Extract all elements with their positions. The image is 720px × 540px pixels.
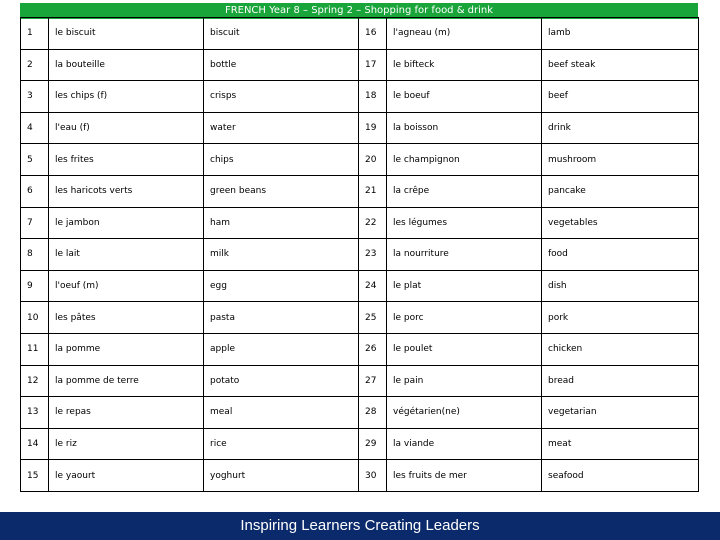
english-word-cell: vegetarian <box>542 397 699 429</box>
table-row <box>21 460 699 492</box>
french-word-cell: le yaourt <box>49 460 204 492</box>
english-word-cell: beef <box>542 81 699 113</box>
french-word-cell: le lait <box>49 239 204 271</box>
english-word-cell: chicken <box>542 333 699 365</box>
worksheet-title: FRENCH Year 8 – Spring 2 – Shopping for food & drink <box>224 5 494 16</box>
french-word-cell: les chips (f) <box>49 81 204 113</box>
item-number-cell: 5 <box>21 144 49 176</box>
table-row <box>21 144 699 176</box>
table-row <box>21 207 699 239</box>
french-word-cell: les haricots verts <box>49 175 204 207</box>
table-row <box>21 365 699 397</box>
french-word-cell: le riz <box>49 428 204 460</box>
item-number-cell: 14 <box>21 428 49 460</box>
french-word-cell: le poulet <box>387 333 542 365</box>
english-word-cell: ham <box>204 207 359 239</box>
item-number-cell: 24 <box>359 270 387 302</box>
english-word-cell: pancake <box>542 175 699 207</box>
french-word-cell: le boeuf <box>387 81 542 113</box>
item-number-cell: 8 <box>21 239 49 271</box>
item-number-cell: 30 <box>359 460 387 492</box>
item-number-cell: 11 <box>21 333 49 365</box>
item-number-cell: 3 <box>21 81 49 113</box>
english-word-cell: bottle <box>204 49 359 81</box>
item-number-cell: 15 <box>21 460 49 492</box>
french-word-cell: le plat <box>387 270 542 302</box>
item-number-cell: 6 <box>21 175 49 207</box>
french-word-cell: la nourriture <box>387 239 542 271</box>
item-number-cell: 17 <box>359 49 387 81</box>
french-word-cell: le porc <box>387 302 542 334</box>
table-row <box>21 397 699 429</box>
english-word-cell: meat <box>542 428 699 460</box>
item-number-cell: 4 <box>21 112 49 144</box>
english-word-cell: egg <box>204 270 359 302</box>
french-word-cell: l'agneau (m) <box>387 18 542 50</box>
english-word-cell: milk <box>204 239 359 271</box>
item-number-cell: 29 <box>359 428 387 460</box>
english-word-cell: lamb <box>542 18 699 50</box>
french-word-cell: les pâtes <box>49 302 204 334</box>
english-word-cell: chips <box>204 144 359 176</box>
french-word-cell: le biscuit <box>49 18 204 50</box>
english-word-cell: water <box>204 112 359 144</box>
english-word-cell: rice <box>204 428 359 460</box>
item-number-cell: 16 <box>359 18 387 50</box>
english-word-cell: dish <box>542 270 699 302</box>
item-number-cell: 22 <box>359 207 387 239</box>
item-number-cell: 23 <box>359 239 387 271</box>
english-word-cell: vegetables <box>542 207 699 239</box>
item-number-cell: 7 <box>21 207 49 239</box>
item-number-cell: 2 <box>21 49 49 81</box>
french-word-cell: la boisson <box>387 112 542 144</box>
footer-slogan: Inspiring Learners Creating Leaders <box>240 517 480 534</box>
english-word-cell: meal <box>204 397 359 429</box>
french-word-cell: la pomme <box>49 333 204 365</box>
english-word-cell: biscuit <box>204 18 359 50</box>
english-word-cell: bread <box>542 365 699 397</box>
english-word-cell: apple <box>204 333 359 365</box>
footer-banner <box>0 512 720 540</box>
french-word-cell: les fruits de mer <box>387 460 542 492</box>
vocabulary-table <box>20 17 699 492</box>
english-word-cell: pasta <box>204 302 359 334</box>
english-word-cell: pork <box>542 302 699 334</box>
french-word-cell: l'eau (f) <box>49 112 204 144</box>
table-row <box>21 428 699 460</box>
item-number-cell: 19 <box>359 112 387 144</box>
table-row <box>21 49 699 81</box>
table-row <box>21 270 699 302</box>
table-row <box>21 18 699 50</box>
table-row <box>21 333 699 365</box>
table-row <box>21 239 699 271</box>
french-word-cell: le pain <box>387 365 542 397</box>
item-number-cell: 18 <box>359 81 387 113</box>
item-number-cell: 27 <box>359 365 387 397</box>
english-word-cell: drink <box>542 112 699 144</box>
vocabulary-table-body <box>21 18 699 492</box>
english-word-cell: seafood <box>542 460 699 492</box>
table-row <box>21 302 699 334</box>
french-word-cell: la pomme de terre <box>49 365 204 397</box>
item-number-cell: 12 <box>21 365 49 397</box>
item-number-cell: 9 <box>21 270 49 302</box>
french-word-cell: le repas <box>49 397 204 429</box>
french-word-cell: la viande <box>387 428 542 460</box>
english-word-cell: green beans <box>204 175 359 207</box>
french-word-cell: végétarien(ne) <box>387 397 542 429</box>
english-word-cell: yoghurt <box>204 460 359 492</box>
french-word-cell: le bifteck <box>387 49 542 81</box>
english-word-cell: beef steak <box>542 49 699 81</box>
english-word-cell: crisps <box>204 81 359 113</box>
french-word-cell: la bouteille <box>49 49 204 81</box>
french-word-cell: les frites <box>49 144 204 176</box>
english-word-cell: food <box>542 239 699 271</box>
item-number-cell: 13 <box>21 397 49 429</box>
item-number-cell: 21 <box>359 175 387 207</box>
table-row <box>21 175 699 207</box>
french-word-cell: le champignon <box>387 144 542 176</box>
french-word-cell: le jambon <box>49 207 204 239</box>
item-number-cell: 1 <box>21 18 49 50</box>
item-number-cell: 10 <box>21 302 49 334</box>
french-word-cell: les légumes <box>387 207 542 239</box>
item-number-cell: 26 <box>359 333 387 365</box>
english-word-cell: potato <box>204 365 359 397</box>
french-word-cell: la crêpe <box>387 175 542 207</box>
english-word-cell: mushroom <box>542 144 699 176</box>
table-row <box>21 81 699 113</box>
item-number-cell: 20 <box>359 144 387 176</box>
table-row <box>21 112 699 144</box>
item-number-cell: 25 <box>359 302 387 334</box>
french-word-cell: l'oeuf (m) <box>49 270 204 302</box>
item-number-cell: 28 <box>359 397 387 429</box>
